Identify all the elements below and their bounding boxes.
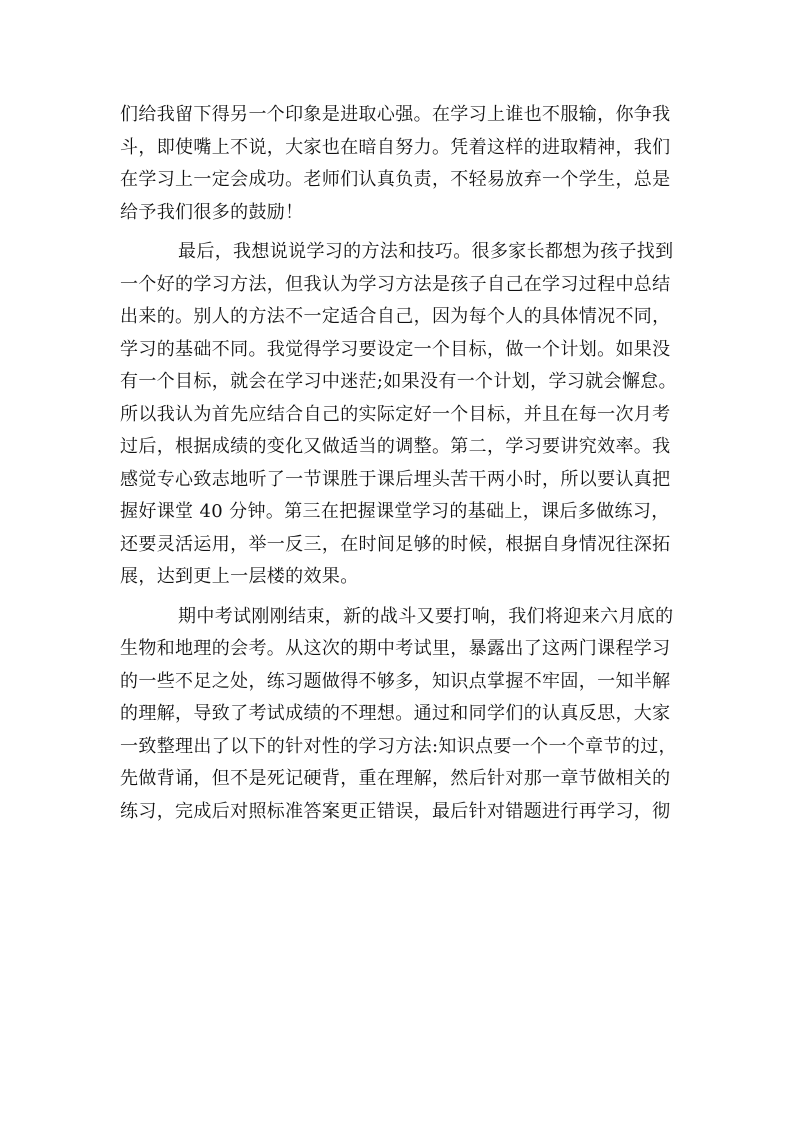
document-body bbox=[120, 99, 680, 828]
text-line: 过后，根据成绩的变化又做适当的调整。第二，学习要讲究效率。我 bbox=[120, 436, 671, 457]
text-line: 先做背诵，但不是死记硬背，重在理解，然后针对那一章节做相关的 bbox=[120, 768, 671, 789]
text-line: 生物和地理的会考。从这次的期中考试里，暴露出了这两门课程学习 bbox=[120, 638, 671, 659]
paragraph-2 bbox=[120, 236, 680, 594]
text-line: 在学习上一定会成功。老师们认真负责，不轻易放弃一个学生，总是 bbox=[120, 169, 671, 190]
text-line: 的理解，导致了考试成绩的不理想。通过和同学们的认真反思，大家 bbox=[120, 703, 671, 724]
text-line: 所以我认为首先应结合自己的实际定好一个目标，并且在每一次月考 bbox=[120, 403, 671, 425]
text-line: 展，达到更上一层楼的效果。 bbox=[120, 566, 359, 587]
text-line: 感觉专心致志地听了一节课胜于课后埋头苦干两小时，所以要认真把 bbox=[120, 468, 671, 490]
paragraph-spacer bbox=[120, 229, 680, 236]
text-line: 学习的基础不同。我觉得学习要设定一个目标，做一个计划。如果没 bbox=[120, 338, 671, 360]
text-line: 一个好的学习方法，但我认为学习方法是孩子自己在学习过程中总结 bbox=[120, 273, 671, 295]
text-line: 期中考试刚刚结束，新的战斗又要打响，我们将迎来六月底的 bbox=[178, 605, 674, 627]
text-line: 练习，完成后对照标准答案更正错误，最后针对错题进行再学习，彻 bbox=[120, 800, 671, 822]
text-line: 还要灵活运用，举一反三，在时间足够的时候，根据自身情况往深拓 bbox=[120, 533, 671, 555]
paragraph-1 bbox=[120, 99, 680, 229]
text-line: 出来的。别人的方法不一定适合自己，因为每个人的具体情况不同， bbox=[120, 306, 671, 327]
text-line: 握好课堂 40 分钟。第三在把握课堂学习的基础上，课后多做练习， bbox=[120, 501, 670, 522]
text-line: 最后，我想说说学习的方法和技巧。很多家长都想为孩子找到 bbox=[178, 241, 674, 262]
text-line: 给予我们很多的鼓励！ bbox=[120, 201, 304, 223]
text-line: 的一些不足之处，练习题做得不够多，知识点掌握不牢固，一知半解 bbox=[120, 670, 671, 692]
text-line: 们给我留下得另一个印象是进取心强。在学习上谁也不服输，你争我 bbox=[120, 104, 671, 125]
text-line: 一致整理出了以下的针对性的学习方法:知识点要一个一个章节的过， bbox=[120, 735, 677, 757]
paragraph-3 bbox=[120, 601, 680, 829]
text-line: 有一个目标，就会在学习中迷茫;如果没有一个计划，学习就会懈怠。 bbox=[120, 371, 677, 392]
paragraph-spacer bbox=[120, 594, 680, 601]
text-line: 斗，即使嘴上不说，大家也在暗自努力。凭着这样的进取精神，我们 bbox=[120, 136, 671, 158]
